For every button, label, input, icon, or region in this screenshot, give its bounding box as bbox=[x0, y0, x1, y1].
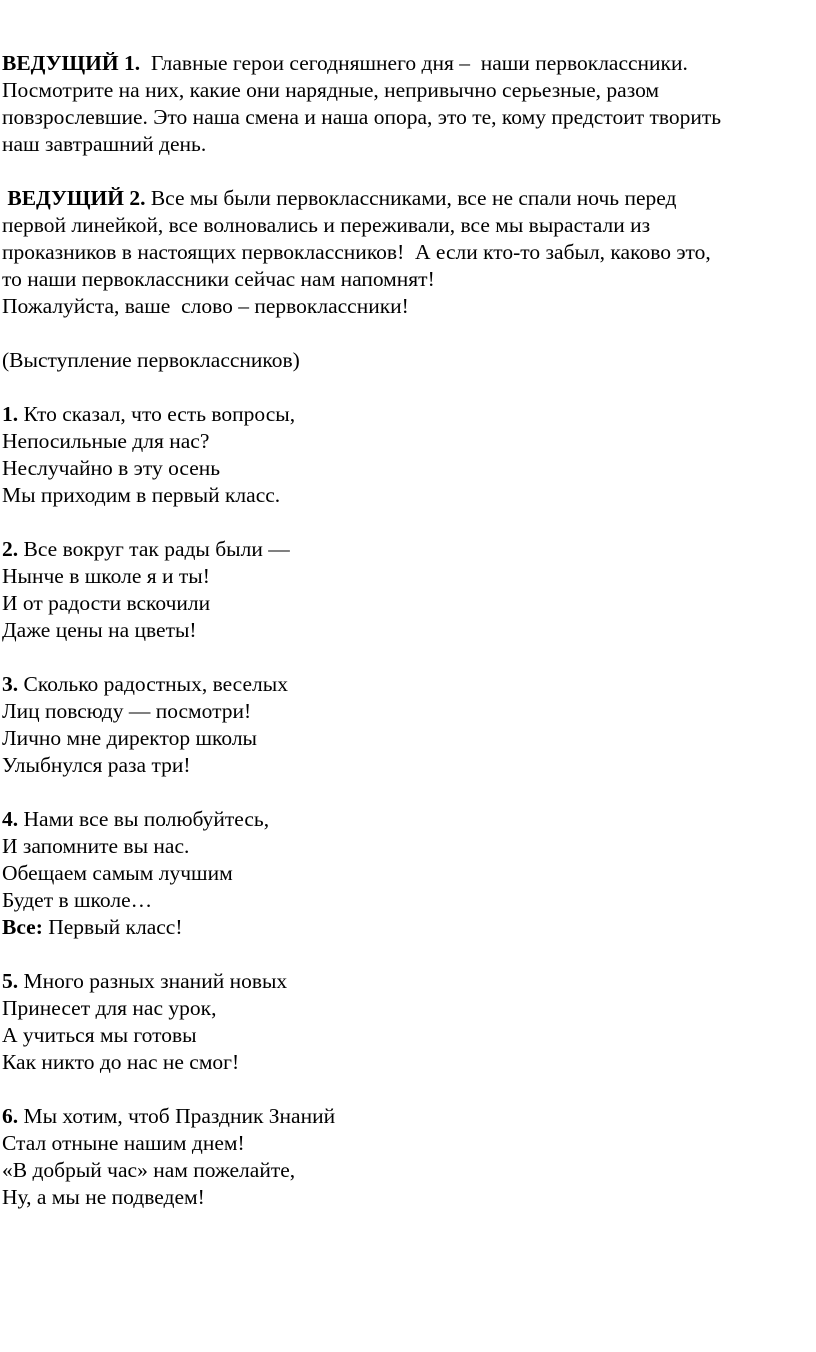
host1-text-1: Главные герои сегодняшнего дня – наши первоклассники. bbox=[140, 51, 688, 75]
verse-3-number: 3. bbox=[2, 672, 19, 696]
verse-6-number: 6. bbox=[2, 1104, 19, 1128]
verse-4-number: 4. bbox=[2, 807, 19, 831]
verse-2-text-1: Все вокруг так рады были — bbox=[18, 537, 290, 561]
verse-6-line-3: «В добрый час» нам пожелайте, bbox=[2, 1158, 296, 1182]
verse-3-line-1 bbox=[2, 671, 812, 698]
verse-5-line-2: Принесет для нас урок, bbox=[2, 996, 217, 1020]
verse-5-line-1 bbox=[2, 968, 812, 995]
verse-5-number: 5. bbox=[2, 969, 19, 993]
verse-4-line-1 bbox=[2, 806, 812, 833]
verse-4-all-text: Первый класс! bbox=[42, 915, 183, 939]
stage-direction-text: (Выступление первоклассников) bbox=[2, 348, 300, 372]
verse-5-text-1: Много разных знаний новых bbox=[18, 969, 288, 993]
verse-6-text-1: Мы хотим, чтоб Праздник Знаний bbox=[18, 1104, 336, 1128]
host2-speaker: ВЕДУЩИЙ 2. bbox=[7, 186, 146, 210]
host1-line-4: наш завтрашний день. bbox=[2, 132, 207, 156]
verse-2-line-1 bbox=[2, 536, 812, 563]
verse-2-number: 2. bbox=[2, 537, 19, 561]
host1-line-1 bbox=[2, 50, 812, 77]
host2-line-4: то наши первоклассники сейчас нам напомнят! bbox=[2, 267, 435, 291]
verse-4-line-4: Будет в школе… bbox=[2, 888, 153, 912]
verse-1-text-1: Кто сказал, что есть вопросы, bbox=[18, 402, 296, 426]
verse-1-line-2: Непосильные для нас? bbox=[2, 429, 210, 453]
host1-line-3: повзрослевшие. Это наша смена и наша опора, это те, кому предстоит творить bbox=[2, 105, 722, 129]
verse-3-line-4: Улыбнулся раза три! bbox=[2, 753, 191, 777]
verse-6-line-1 bbox=[2, 1103, 812, 1130]
host2-paragraph bbox=[2, 185, 812, 320]
verse-1-line-4: Мы приходим в первый класс. bbox=[2, 483, 281, 507]
host2-line-5: Пожалуйста, ваше слово – первоклассники! bbox=[2, 294, 409, 318]
verse-2 bbox=[2, 536, 812, 644]
verse-3-line-3: Лично мне директор школы bbox=[2, 726, 257, 750]
verse-4-text-1: Нами все вы полюбуйтесь, bbox=[18, 807, 270, 831]
verse-5 bbox=[2, 968, 812, 1076]
host1-speaker: ВЕДУЩИЙ 1. bbox=[2, 51, 141, 75]
verse-4-all-label: Все: bbox=[2, 915, 43, 939]
verse-4 bbox=[2, 806, 812, 941]
verse-1 bbox=[2, 401, 812, 509]
host2-text-1: Все мы были первоклассниками, все не спали ночь перед bbox=[145, 186, 677, 210]
document-body bbox=[2, 50, 812, 1238]
verse-5-line-4: Как никто до нас не смог! bbox=[2, 1050, 240, 1074]
host1-paragraph bbox=[2, 50, 812, 158]
verse-6-line-4: Ну, а мы не подведем! bbox=[2, 1185, 205, 1209]
verse-5-line-3: А учиться мы готовы bbox=[2, 1023, 197, 1047]
verse-6-line-2: Стал отныне нашим днем! bbox=[2, 1131, 245, 1155]
verse-3-text-1: Сколько радостных, веселых bbox=[18, 672, 288, 696]
verse-1-line-3: Неслучайно в эту осень bbox=[2, 456, 221, 480]
host2-line-3: проказников в настоящих первоклассников! А если кто-то забыл, каково это, bbox=[2, 240, 711, 264]
verse-4-all-line bbox=[2, 914, 812, 941]
verse-3-line-2: Лиц повсюду — посмотри! bbox=[2, 699, 252, 723]
host1-line-2: Посмотрите на них, какие они нарядные, непривычно серьезные, разом bbox=[2, 78, 660, 102]
host2-line-1 bbox=[2, 185, 812, 212]
host2-line-2: первой линейкой, все волновались и переживали, все мы вырастали из bbox=[2, 213, 651, 237]
verse-4-line-2: И запомните вы нас. bbox=[2, 834, 190, 858]
verse-6 bbox=[2, 1103, 812, 1211]
verse-2-line-3: И от радости вскочили bbox=[2, 591, 211, 615]
verse-2-line-2: Нынче в школе я и ты! bbox=[2, 564, 210, 588]
verse-2-line-4: Даже цены на цветы! bbox=[2, 618, 197, 642]
stage-direction bbox=[2, 347, 812, 374]
verse-4-line-3: Обещаем самым лучшим bbox=[2, 861, 233, 885]
verse-3 bbox=[2, 671, 812, 779]
verse-1-number: 1. bbox=[2, 402, 19, 426]
verse-1-line-1 bbox=[2, 401, 812, 428]
